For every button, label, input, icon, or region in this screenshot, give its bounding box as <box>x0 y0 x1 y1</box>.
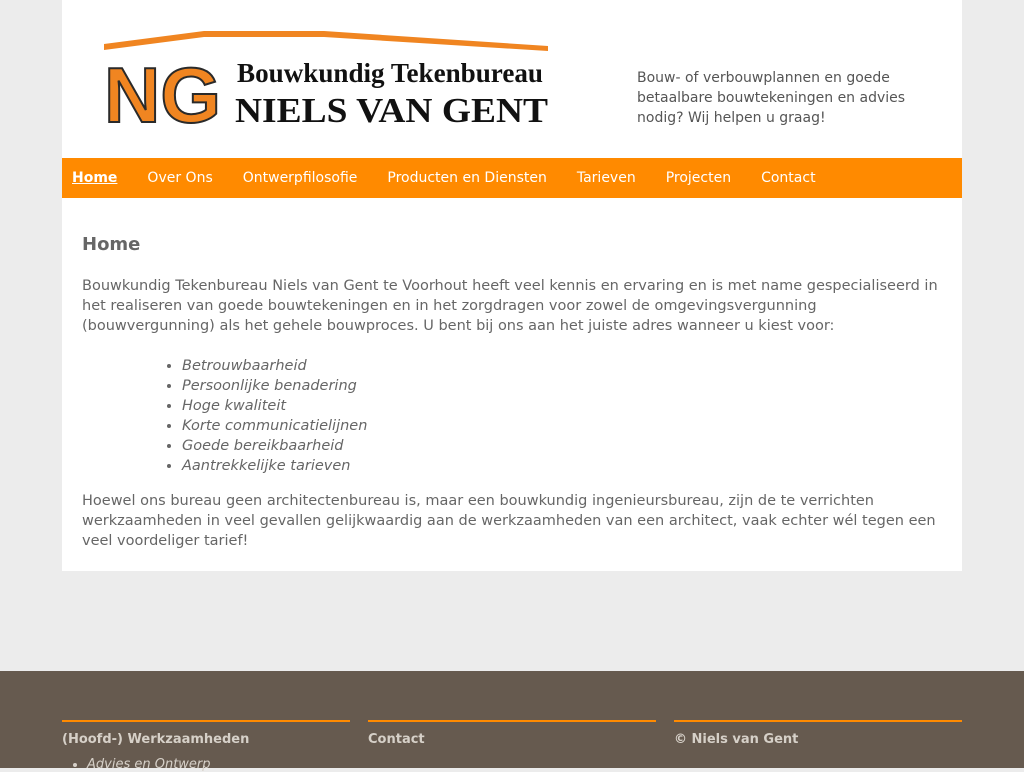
nav-item-tarieven[interactable]: Tarieven <box>576 170 636 186</box>
footer-copyright-title: © Niels van Gent <box>674 732 799 747</box>
page-title: Home <box>82 234 141 255</box>
footer-column-copyright <box>674 720 962 747</box>
site-header <box>62 0 962 158</box>
footer-column-contact <box>368 720 656 747</box>
nav-item-over-ons[interactable]: Over Ons <box>147 170 213 186</box>
logo-initials: NG <box>104 51 221 128</box>
site-footer <box>0 671 1024 772</box>
footer-column-werkzaamheden <box>62 720 350 772</box>
list-item: • Persoonlijke benadering <box>182 376 942 396</box>
intro-paragraph: Bouwkundig Tekenbureau Niels van Gent te Voorhout heeft veel kennis en ervaring en is met name gespecialiseerd in het realiseren van goede bouwtekeningen en in het zorgdragen voor zowel de omgevingsvergunning (bouwvergunning) als het gehele bouwproces. U bent bij ons aan het juiste adres wanneer u kiest voor: <box>82 278 938 334</box>
list-item: • Hoge kwaliteit <box>182 396 942 416</box>
list-item: • Betrouwbaarheid <box>182 356 942 376</box>
main-navigation <box>62 158 962 198</box>
nav-item-home[interactable]: Home <box>72 170 118 186</box>
footer-contact-title: Contact <box>368 732 425 747</box>
outro-paragraph: Hoewel ons bureau geen architectenbureau is, maar een bouwkundig ingenieursbureau, zijn de te verrichten werkzaamheden in veel gevallen gelijkwaardig aan de werkzaamheden van een architect, vaak echter wél tegen een veel voordeliger tarief! <box>82 493 936 549</box>
logo-line-1: Bouwkundig Tekenbureau <box>237 58 543 88</box>
main-content <box>62 198 962 571</box>
page <box>62 0 962 549</box>
logo-roof-icon <box>104 31 548 51</box>
logo-line-2: NIELS VAN GENT <box>235 91 548 128</box>
footer-werkzaamheden-title: (Hoofd-) Werkzaamheden <box>62 732 250 747</box>
footer-link-advies-en-ontwerp[interactable]: • Advies en Ontwerp <box>87 757 350 772</box>
nav-item-producten-en-diensten[interactable]: Producten en Diensten <box>387 170 547 186</box>
nav-item-contact[interactable]: Contact <box>761 170 816 186</box>
feature-list <box>82 356 942 476</box>
header-tagline: Bouw- of verbouwplannen en goede betaalbare bouwtekeningen en advies nodig? Wij helpen u graag! <box>637 70 906 126</box>
footer-werkzaamheden-list <box>62 757 350 772</box>
logo[interactable] <box>104 28 550 128</box>
nav-item-ontwerpfilosofie[interactable]: Ontwerpfilosofie <box>242 170 358 186</box>
list-item: • Korte communicatielijnen <box>182 416 942 436</box>
nav-item-projecten[interactable]: Projecten <box>665 170 732 186</box>
list-item: • Goede bereikbaarheid <box>182 436 942 456</box>
list-item: • Aantrekkelijke tarieven <box>182 456 942 476</box>
